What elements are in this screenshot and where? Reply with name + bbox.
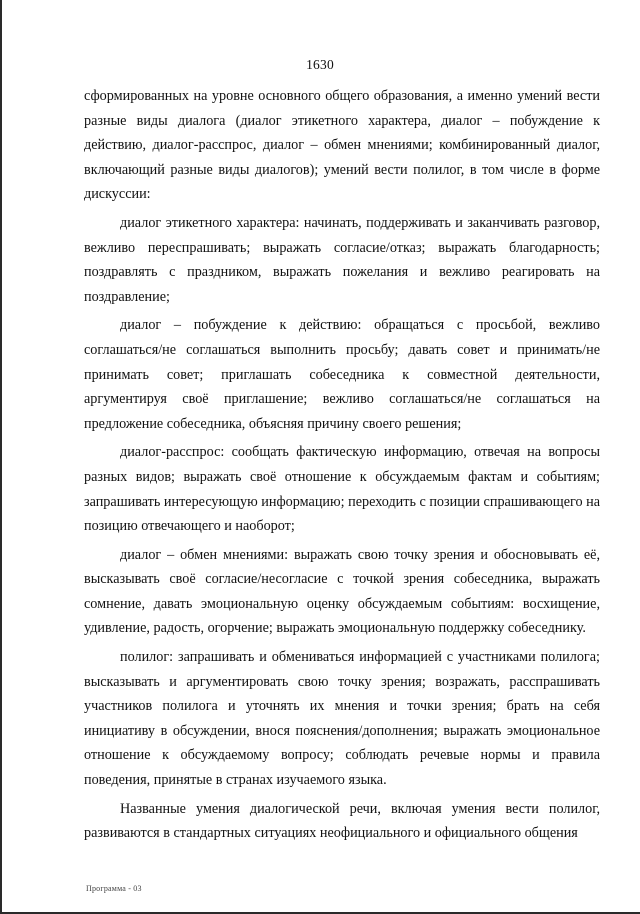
- page-border-left: [0, 0, 2, 914]
- paragraph-inquiry-dialogue: диалог-расспрос: сообщать фактическую информацию, отвечая на вопросы разных видов; выражать своё отношение к обсуждаемым фактам и событиям; запрашивать интересующую информацию; переходить с позиции спрашивающего на позицию отвечающего и наоборот;: [84, 444, 600, 535]
- paragraph-incentive-dialogue: диалог – побуждение к действию: обращаться с просьбой, вежливо соглашаться/не соглашаться выполнить просьбу; давать совет и принимать/не принимать совет; приглашать собеседника к совместной деятельности, аргументируя своё приглашение; вежливо соглашаться/не соглашаться на предложение собеседника, объясняя причину своего решения;: [84, 317, 600, 432]
- paragraph-etiquette-dialogue: диалог этикетного характера: начинать, поддерживать и заканчивать разговор, вежливо переспрашивать; выражать согласие/отказ; выражать благодарность; поздравлять с праздником, выражать пожелания и вежливо реагировать на поздравление;: [84, 214, 600, 305]
- paragraph-polylogue: полилог: запрашивать и обмениваться информацией с участниками полилога; высказывать и аргументировать свою точку зрения; возражать, расспрашивать участников полилога и уточнять их мнения и точки зрения; брать на себя инициативу в обсуждении, внося пояснения/дополнения; выражать эмоциональное отношение к обсуждаемому вопросу; соблюдать речевые нормы и правила поведения, принятые в странах изучаемого языка.: [84, 649, 600, 789]
- paragraph-intro-continuation: сформированных на уровне основного общего образования, а именно умений вести разные виды диалога (диалог этикетного характера, диалог – побуждение к действию, диалог-расспрос, диалог – обмен мнениями; комбинированный диалог, включающий разные виды диалогов); умений вести полилог, в том числе в форме дискуссии:: [84, 88, 600, 203]
- document-body: [84, 84, 600, 850]
- page-footer: Программа - 03: [86, 884, 142, 893]
- page-number: 1630: [306, 57, 334, 72]
- paragraph-opinion-exchange-dialogue: диалог – обмен мнениями: выражать свою точку зрения и обосновывать её, высказывать своё согласие/несогласие с точкой зрения собеседника, выражать сомнение, давать эмоциональную оценку обсуждаемым событиям: восхищение, удивление, радость, огорчение; выражать эмоциональную поддержку собеседнику.: [84, 546, 600, 637]
- paragraph-dialogic-skills-summary: Названные умения диалогической речи, включая умения вести полилог, развиваются в стандартных ситуациях неофициального и официального общения: [84, 800, 600, 842]
